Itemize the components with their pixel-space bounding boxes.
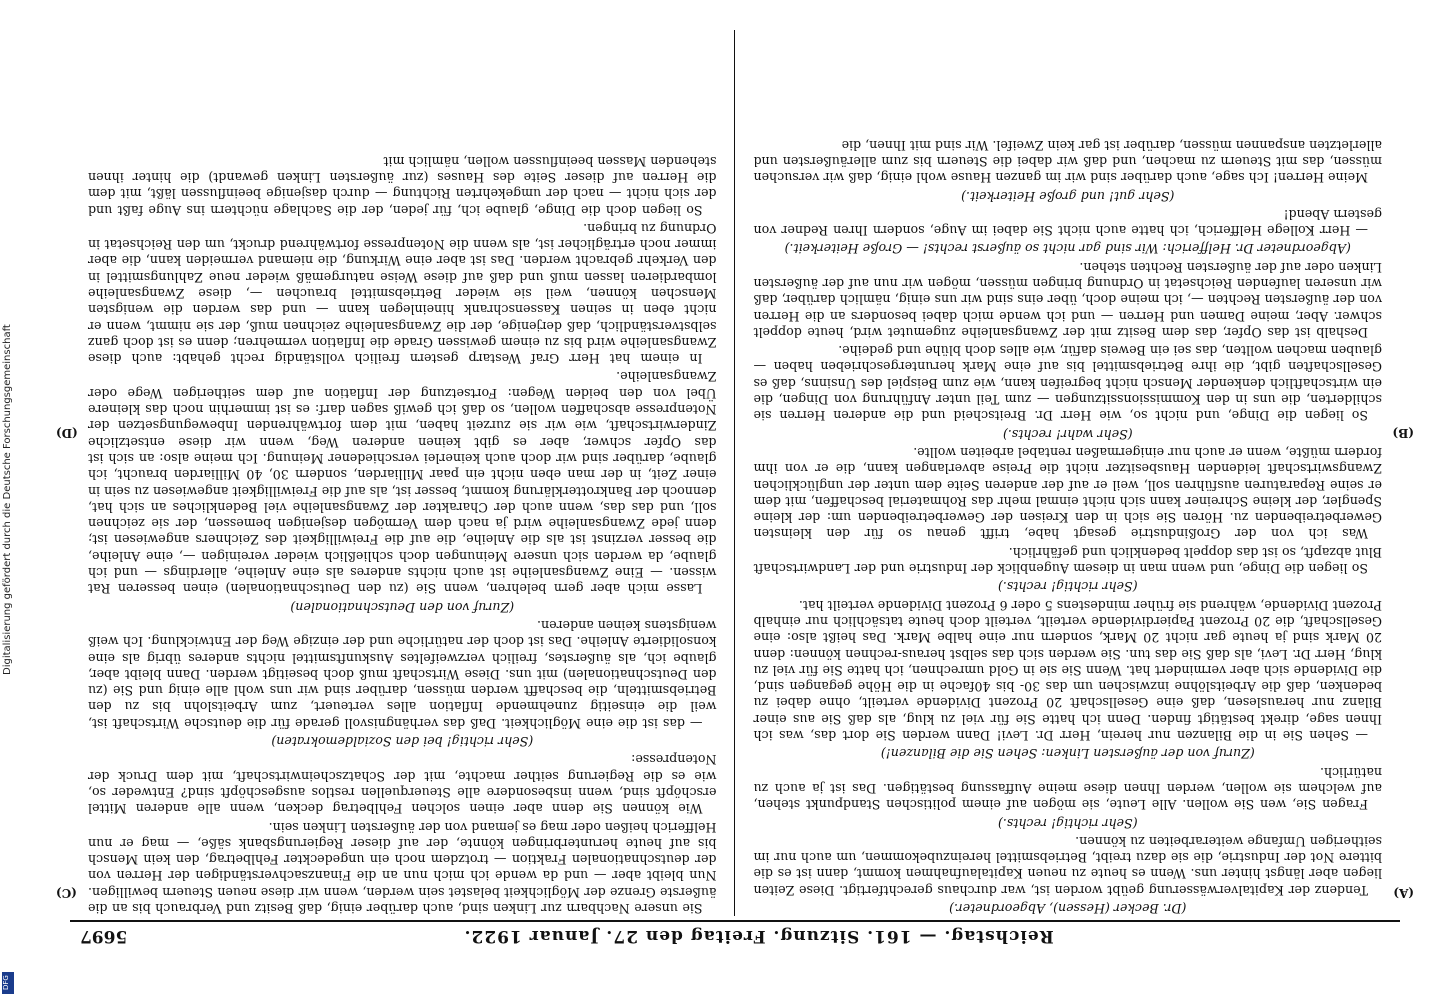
paragraph: Sie unsere Nachbarn zur Linken sind, auch darüber einig, daß Besitz und Verbrauch bis an die äußerste Grenze der Möglichkeit belastet sein werden, wenn wir diese neuen Steuern bewilligen. Nun bleibt aber — und da wende ich mich nun an die Finanzsachverständigen der Herren von der deutschnationalen Fraktion — trotzdem noch ein ungedeckter Fehlbetrag, den kein Mensch bis auf heute herunterbringen könnte, der auf dieser Regierungsbank säße, — mag er nun Helfferich heißen oder mag es jemand von der äußersten Linken sein. — [88, 819, 717, 916]
paragraph: Was ich von der Großindustrie gesagt habe, trifft genau so für den kleinsten Gewerbetreibenden zu. Hören Sie sich in den Kreisen der Gewerbetreibenden um: der kleine Spengler, der kleine Schreiner kann sich nicht einmal mehr das Rohmaterial beschaffen, mit dem er seine Reparaturen ausführen soll, weil er auf der anderen Seite dem unter der unglücklichen Zwangswirtschaft leidenden Hausbesitzer nicht die Preise abverlangen kann, die er von ihm fordern müßte, wenn er auch nur einigermaßen rentabel arbeiten wollte. — [753, 444, 1382, 542]
paragraph: (Sehr richtig! rechts.) — [997, 815, 1138, 831]
column-divider — [735, 30, 736, 916]
paragraph: So liegen die Dinge, und nicht so, wie Herr Dr. Breitscheid und die anderen Herren sie schilderten, die uns in den Kommissionssitzungen — zum Teil unter Anführung von Dingen, die ein wirtschaftlich denkender Mensch nicht begreifen kann, wie zum Beispiel des Unsinns, daß es Gesellschaften gibt, die ihre Betriebsmittel bis auf eine Mark heruntergeschrieben haben — glauben machen wollten, das sei ein Beweis dafür, wie alles doch blühe und gedeihe. — [753, 343, 1382, 424]
paragraph: (Sehr richtig! bei den Sozialdemokraten) — [271, 734, 534, 750]
paragraph: In einem hat Herr Graf Westarp gestern freilich vollständig recht gehabt: auch diese Zwangsanleihe wird bis zu einem gewissen Grade die Inflation vermehren; denn es ist doch ganz selbstverständlich, daß derjenige, der die Zwangsanleihe zeichnen muß, der sie nimmt, wenn er nicht eben in seinen Kassenschrank hineinlegen kann — und das werden die wenigsten Menschen können, weil sie wieder Betriebsmittel brauchen —, diese Zwangsanleihe lombardieren lassen muß und daß auf diese Weise naturgemäß wieder neue Zahlungsmittel in den Verkehr gebracht werden. Das ist aber eine Wirkung, die niemand vermeiden kann, die aber immer noch erträglicher ist, als wenn die Notenpresse fortwährend druckt, um den Reichsetat in Ordnung zu bringen. — [88, 220, 717, 367]
paragraph: (Zuruf von den Deutschnationalen) — [290, 599, 515, 615]
page-number: 5697 — [80, 926, 128, 946]
dfg-logo: DFG — [2, 972, 14, 994]
paragraph: (Abgeordneter Dr. Helfferich: Wir sind gar nicht so äußerst rechts! — Große Heiterkeit.) — [784, 241, 1351, 257]
paragraph: (Sehr richtig! rechts.) — [997, 579, 1138, 595]
paragraph: Meine Herren! Ich sage, auch darüber sind wir im ganzen Hause wohl einig, daß wir versuchen müssen, das mit Steuern zu machen, und daß wir dabei die Steuern bis zum alleräußersten und allerletzten anspannen müssen, darüber ist gar kein Zweifel. Wir sind mit Ihnen, die — [753, 137, 1382, 186]
paragraph: Tendenz der Kapitalverwässerung geübt worden ist, war durchaus gerechtfertigt. Diese Zeiten liegen aber längst hinter uns. Wenn es heute zu neuen Kapitalaufnahmen kommt, dann ist es die bittere Not der Industrie, die sie dazu treibt, Betriebsmittel hereinzubekommen, um auch nur im seitherigen Umfange weiterarbeiten zu können. — [753, 833, 1382, 898]
paragraph: (Sehr wahr! rechts.) — [1002, 426, 1133, 442]
header-title: Reichstag. — 161. Sitzung. Freitag den 27. Januar 1922. — [463, 926, 1054, 946]
rotated-newspaper-page — [56, 30, 1414, 960]
digitization-credit: Digitalisierung gefördert durch die Deutsche Forschungsgemeinschaft — [2, 324, 13, 676]
left-column — [736, 30, 1401, 916]
paragraph: — das ist die eine Möglichkeit. Daß das verhängnisvoll gerade für die deutsche Wirtschaft ist, weil die einseitig zunehmende Inflation alles verteuert, zum Arbeitslohn bis zu den Betriebsmitteln, die beschafft werden müssen, darüber sind wir uns wohl alle einig und Sie (zu den Deutschnationalen) mit uns. Diese Wirtschaft muß doch beseitigt werden. Dann bleibt aber, glaube ich, als äußerstes, freilich verzweifeltes Auskunftsmittel nichts anderes übrig als eine konsolidierte Anleihe. Das ist doch der natürliche und der einzige Weg der Entwicklung. Ich weiß wenigstens keinen anderen. — [88, 617, 717, 731]
margin-mark-d: (D) — [56, 426, 78, 440]
paragraph: Fragen Sie, wen Sie wollen. Alle Leute, sie mögen auf einem politischen Standpunkt stehen, auf welchem sie wollen, werden Ihnen diese meine Auffassung bestätigen. Das ist ja auch zu natürlich. — [753, 764, 1382, 813]
margin-mark-a: (A) — [1393, 886, 1414, 900]
paragraph: — Herr Kollege Helfferich, ich hatte auch nicht Sie dabei im Auge, sondern Ihren Redner von gestern Abend! — [753, 206, 1382, 239]
paragraph: (Dr. Becker (Hessen), Abgeordneter.) — [949, 901, 1187, 916]
paragraph: Deshalb ist das Opfer, das dem Besitz mit der Zwangsanleihe zugemutet wird, heute doppelt schwer. Aber, meine Damen und Herren — und ich wende mich dabei besonders an die Herren von der äußersten Rechten —, ich meine doch, über eins sind wir uns einig, nämlich darüber, daß wir unseren laufenden Reichsetat in Ordnung bringen müssen, mögen wir nun auf der äußersten Linken oder auf der äußersten Rechten stehen. — [753, 259, 1382, 340]
paragraph: Lasse mich aber gern belehren, wenn Sie (zu den Deutschnationalen) einen besseren Rat wissen. — Eine Zwangsanleihe ist auch nichts anderes als eine Anleihe, allerdings — und ich glaube, da werden sich unsere Meinungen doch schließlich wieder vereinigen —, eine Anleihe, die besser verzinst ist als die Anleihe, die auf die Freiwilligkeit des Zeichners angewiesen ist; denn jede Zwangsanleihe wird ja nach dem Vermögen desjenigen bemessen, der sie zeichnen soll, und das das, wenn auch der Charakter der Zwangsanleihe viel Bedenkliches an sich hat, dennoch der Bankrotterklärung kommt, besser ist, als auf die Freiwilligkeit angewiesen zu sein in einer Zeit, in der man eben nicht ein paar Milliarden, sondern 30, 40 Milliarden braucht, ich glaube, darüber sind wir doch auch keinerlei verschiedener Meinung. Ich meine also: an sich ist das Opfer schwer, aber es gibt keinen anderen Weg, wenn wir diese entsetzliche Zinderwirtschaft, wie wir sie zurzeit haben, mit dem fortwährenden Inbewegungsetzen der Notenpresse abschaffen wollen, so daß ich gewiß sagen darf: es ist immerhin noch das kleinere Übel von den beiden Wegen: Fortsetzung der Inflation auf dem seitherigen Wege oder Zwangsanleihe. — [88, 369, 717, 597]
paragraph: (Sehr gut! und große Heiterkeit.) — [961, 188, 1175, 204]
page-header — [70, 920, 1400, 960]
paragraph: So liegen doch die Dinge, glaube ich, für jeden, der die Sachlage nüchtern ins Auge faßt und der sich nicht — nach der umgekehrten Richtung — durch dasjenige beeinflussen läßt, mit dem die Herren auf dieser Seite des Hauses (zur äußersten Linken gewandt) die hinter ihnen stehenden Massen beeinflussen wollen, nämlich mit — [88, 153, 717, 218]
right-column — [70, 30, 735, 916]
margin-mark-b: (B) — [1392, 426, 1414, 440]
paragraph: (Zuruf von der äußersten Linken: Sehen Sie die Bilanzen!) — [880, 746, 1255, 762]
paragraph: So liegen die Dinge, und wenn man in diesem Augenblick der Industrie und der Landwirtschaft Blut abzapft, so ist das doppelt bedenklich und gefährlich. — [753, 544, 1382, 577]
paragraph: — Sehen Sie in die Bilanzen nur herein, Herr Dr. Levi! Dann werden Sie dort das, was ich Ihnen sage, direkt bestätigt finden. Denn ich hatte Sie für viel zu klug, als daß Sie aus einer Bilanz nur herauslesen, daß eine Gesellschaft 20 Prozent Dividende verteilt, ohne dabei zu bedenken, daß die Arbeitslöhne inzwischen um das 30- bis 40fache in die Höhe gegangen sind, die Dividende sich aber vermindert hat. Wenn Sie sie in Gold umrechnen, ich hatte Sie für viel zu klug, Herr Dr. Levi, als daß Sie das tun. Sie werden sich das selbst heraus-rechnen können: denn 20 Mark sind ja heute gar nicht 20 Mark, sondern nur eine halbe Mark. Das heißt also: eine Gesellschaft, die 20 Prozent Papierdividende verteilt, verteilt doch heute tatsächlich nur einhalb Prozent Dividende, während sie früher mindestens 5 oder 6 Prozent Dividende verteilt hat. — [753, 597, 1382, 744]
paragraph: Wie können Sie denn aber einen solchen Fehlbetrag decken, wenn alle anderen Mittel erschöpft sind, wenn insbesondere alle Steuerquellen restlos ausgeschöpft sind? Entweder so, wie es die Regierung seither machte, mit der Schatzscheinwirtschaft, mit dem Druck der Notenpresse: — [88, 752, 717, 817]
text-columns — [70, 30, 1400, 916]
margin-mark-c: (C) — [56, 886, 77, 900]
